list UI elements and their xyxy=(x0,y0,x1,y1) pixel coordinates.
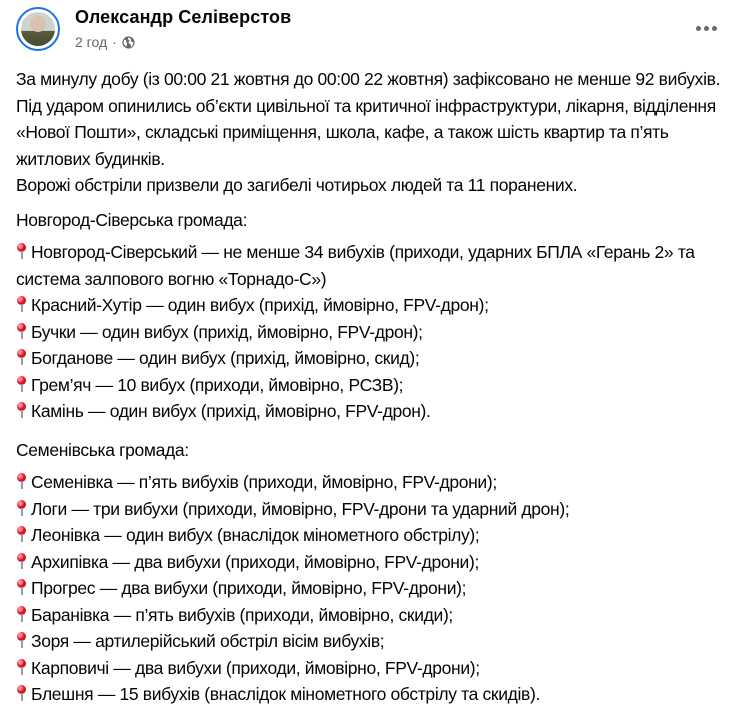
list-item: Архипівка — два вибухи (приходи, ймовірно, FPV-дрони); xyxy=(16,549,731,576)
round-pushpin-icon xyxy=(16,552,28,570)
list-item: Богданове — один вибух (прихід, ймовірно, скид); xyxy=(16,345,731,372)
avatar-photo xyxy=(21,12,55,46)
list-item: Грем’яч — 10 вибух (приходи, ймовірно, РСЗВ); xyxy=(16,372,731,399)
list-item: Бучки — один вибух (прихід, ймовірно, FPV-дрон); xyxy=(16,319,731,346)
round-pushpin-icon xyxy=(16,242,28,260)
list-item: Баранівка — п’ять вибухів (приходи, ймовірно, скиди); xyxy=(16,602,731,629)
list-item: Прогрес — два вибухи (приходи, ймовірно, FPV-дрони); xyxy=(16,575,731,602)
list-item: Зоря — артилерійський обстріл вісім вибухів; xyxy=(16,628,731,655)
round-pushpin-icon xyxy=(16,525,28,543)
round-pushpin-icon xyxy=(16,631,28,649)
round-pushpin-icon xyxy=(16,401,28,419)
section-title: Семенівська громада: xyxy=(16,439,189,460)
list-item: Новгород-Сіверський — не менше 34 вибухів (приходи, ударних БПЛА «Герань 2» та система залпового вогню «Торнадо-С») xyxy=(16,242,695,289)
round-pushpin-icon xyxy=(16,322,28,340)
author-name[interactable]: Олександр Селіверстов xyxy=(75,7,292,27)
section-title: Новгород-Сіверська громада: xyxy=(16,209,248,230)
round-pushpin-icon xyxy=(16,658,28,676)
post-meta xyxy=(75,34,135,50)
round-pushpin-icon xyxy=(16,295,28,313)
round-pushpin-icon xyxy=(16,375,28,393)
intro-paragraph: За минулу добу (із 00:00 21 жовтня до 00:00 22 жовтня) зафіксовано не менше 92 вибухів. xyxy=(16,69,721,89)
round-pushpin-icon xyxy=(16,348,28,366)
round-pushpin-icon xyxy=(16,578,28,596)
avatar[interactable] xyxy=(16,7,60,51)
list-item: Блешня — 15 вибухів (внаслідок мінометного обстрілу та скидів). xyxy=(16,681,731,708)
meta-separator: · xyxy=(112,34,117,50)
intro-paragraph: Ворожі обстріли призвели до загибелі чотирьох людей та 11 поранених. xyxy=(16,175,578,195)
list-item: Семенівка — п’ять вибухів (приходи, ймовірно, FPV-дрони); xyxy=(16,469,731,496)
more-horizontal-icon xyxy=(712,26,717,31)
list-item: Леонівка — один вибух (внаслідок мінометного обстрілу); xyxy=(16,522,731,549)
list-item: Камінь — один вибух (прихід, ймовірно, FPV-дрон). xyxy=(16,398,731,425)
list-item: Логи — три вибухи (приходи, ймовірно, FPV-дрони та ударний дрон); xyxy=(16,496,731,523)
more-horizontal-icon xyxy=(696,26,701,31)
round-pushpin-icon xyxy=(16,499,28,517)
round-pushpin-icon xyxy=(16,605,28,623)
post-timestamp[interactable]: 2 год xyxy=(75,34,108,50)
round-pushpin-icon xyxy=(16,472,28,490)
post-body xyxy=(16,66,731,708)
post-header xyxy=(0,0,740,62)
more-horizontal-icon xyxy=(704,26,709,31)
round-pushpin-icon xyxy=(16,684,28,702)
list-item: Карповичі — два вибухи (приходи, ймовірно, FPV-дрони); xyxy=(16,655,731,682)
list-item: Красний-Хутір — один вибух (прихід, ймовірно, FPV-дрон); xyxy=(16,292,731,319)
intro-paragraph: Під ударом опинились об’єкти цивільної та критичної інфраструктури, лікарня, відділення «Нової Пошти», складські приміщення, школа, кафе, а також шість квартир та п’ять житлових будинків. xyxy=(16,95,716,169)
more-options-button[interactable] xyxy=(688,14,724,42)
globe-icon[interactable] xyxy=(122,36,135,49)
